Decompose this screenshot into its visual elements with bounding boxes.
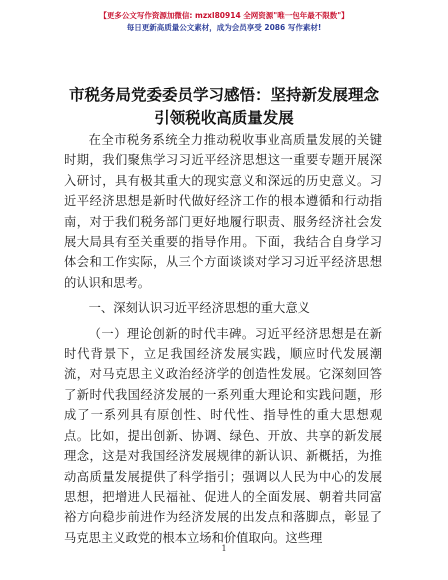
document-title (40, 84, 408, 130)
intro-paragraph: 在全市税务系统全力推动税收事业高质量发展的关键时期，我们聚焦学习习近平经济思想这一重要专题开展深入研讨，具有极其重大的现实意义和深远的历史意义。习近平经济思想是新时代做好经济工作的根本遵循和行动指南，对于我们税务部门更好地履行职责、服务经济社会发展大局具有至关重要的指导作用。下面，我结合自身学习体会和工作实际，从三个方面谈谈对学习习近平经济思想的认识和思考。 (64, 133, 382, 290)
document-body (64, 130, 382, 548)
promo-banner-line-2: 每日更新高质量公文素材，成为会员享受 2086 写作素材! (126, 23, 322, 32)
subsection-paragraph-1: （一）理论创新的时代丰碑。习近平经济思想是在新时代背景下，立足我国经济发展实践，顺应时代发展潮流，对马克思主义政治经济学的创造性发展。它深刻回答了新时代我国经济发展的一系列重大理论和实践问题，形成了一系列具有原创性、时代性、指导性的重大思想观点。比如，提出创新、协调、绿色、开放、共享的新发展理念，这是对我国经济发展规律的新认识、新概括，为推动高质量发展提供了科学指引；强调以人民为中心的发展思想，把增进人民福祉、促进人的全面发展、朝着共同富裕方向稳步前进作为经济发展的出发点和落脚点，彰显了马克思主义政党的根本立场和价值取向。这些理 (64, 326, 382, 545)
document-title-line-2: 引领税收高质量发展 (154, 109, 294, 127)
promo-banner-line-1: 【更多公文写作资源加微信: mzxl80914 全网资源"唯一包年最不限数"】 (99, 11, 349, 20)
promo-banner (0, 10, 448, 34)
document-title-line-1: 市税务局党委委员学习感悟：坚持新发展理念 (68, 86, 379, 104)
page-number: 1 (221, 544, 227, 553)
section-heading-1: 一、深刻认识习近平经济思想的重大意义 (88, 301, 310, 316)
